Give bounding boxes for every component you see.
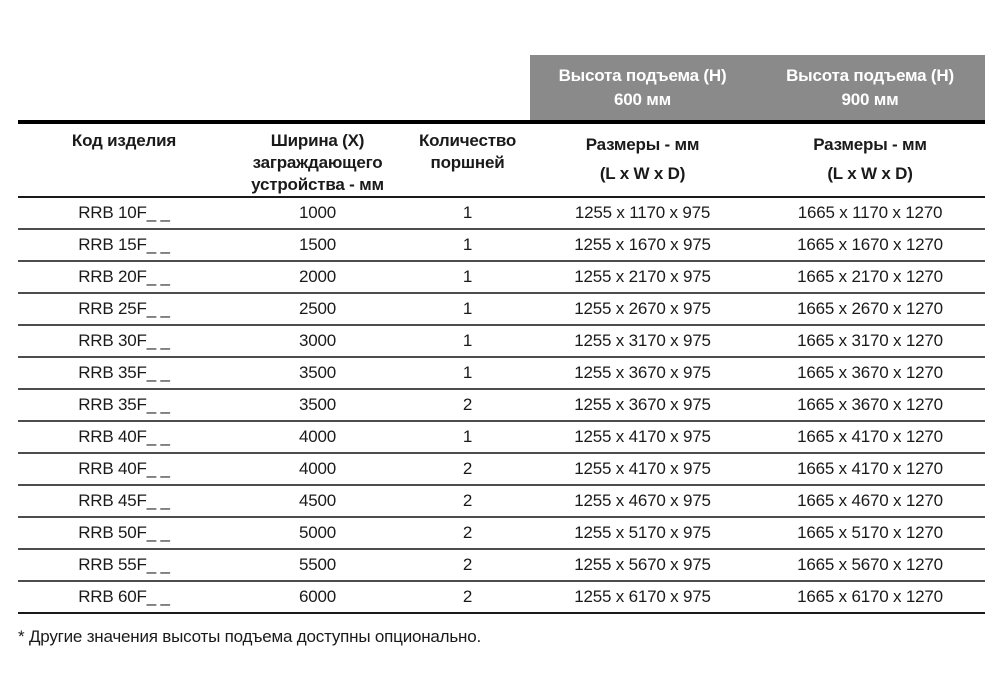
cell-width: 4000: [298, 427, 337, 446]
table-row: [18, 262, 985, 294]
cell-code: RRB 50F_ _: [78, 523, 170, 542]
cell-code: RRB 40F_ _: [78, 459, 170, 478]
table-header-row: [18, 124, 985, 198]
band-header-600: [530, 55, 755, 120]
col-header-pistons-line1: Количество: [418, 131, 517, 150]
table-row: [18, 550, 985, 582]
cell-dims600: 1255 x 3670 x 975: [574, 363, 711, 382]
cell-width: 5500: [298, 555, 337, 574]
cell-width: 2000: [298, 267, 337, 286]
cell-width: 5000: [298, 523, 337, 542]
cell-dims900: 1665 x 3170 x 1270: [797, 331, 943, 350]
col-header-width: [230, 124, 405, 196]
cell-dims900: 1665 x 4170 x 1270: [797, 459, 943, 478]
cell-code: RRB 30F_ _: [78, 331, 170, 350]
band-900-title: Высота подъема (H): [786, 65, 954, 85]
col-header-pistons-line2: поршней: [430, 153, 505, 172]
col-header-dims-600: [530, 124, 755, 196]
col-header-product-code: [18, 124, 230, 196]
cell-dims900: 1665 x 2670 x 1270: [797, 299, 943, 318]
col-header-width-line1: Ширина (X): [270, 131, 365, 150]
table-row: [18, 422, 985, 454]
col-header-dims-600-line2: (L x W x D): [599, 164, 686, 183]
col-header-dims-900-line2: (L x W x D): [827, 164, 913, 183]
band-900-value: 900 мм: [841, 89, 899, 109]
col-header-dims-900-line1: Размеры - мм: [813, 135, 927, 154]
cell-width: 1000: [298, 203, 337, 222]
cell-dims900: 1665 x 4670 x 1270: [797, 491, 943, 510]
band-600-title: Высота подъема (H): [558, 65, 727, 85]
spec-table: [18, 120, 985, 614]
cell-dims900: 1665 x 3670 x 1270: [797, 395, 943, 414]
table-row: [18, 486, 985, 518]
table-row: [18, 582, 985, 614]
cell-width: 1500: [298, 235, 337, 254]
cell-pistons: 2: [462, 587, 473, 606]
lift-height-band: [530, 55, 985, 120]
col-header-pistons: [405, 124, 530, 196]
cell-width: 3500: [298, 363, 337, 382]
cell-dims600: 1255 x 4670 x 975: [574, 491, 711, 510]
col-header-width-line2: заграждающего: [252, 153, 383, 172]
cell-pistons: 2: [462, 523, 473, 542]
cell-dims900: 1665 x 5170 x 1270: [797, 523, 943, 542]
cell-dims600: 1255 x 4170 x 975: [574, 427, 711, 446]
cell-pistons: 2: [462, 395, 473, 414]
cell-code: RRB 45F_ _: [78, 491, 170, 510]
col-header-dims-600-line1: Размеры - мм: [585, 135, 700, 154]
cell-width: 4000: [298, 459, 337, 478]
band-600-value: 600 мм: [613, 89, 672, 109]
table-row: [18, 358, 985, 390]
cell-dims900: 1665 x 3670 x 1270: [797, 363, 943, 382]
table-row: [18, 390, 985, 422]
cell-dims900: 1665 x 2170 x 1270: [797, 267, 943, 286]
col-header-dims-900: [755, 124, 985, 196]
table-row: [18, 326, 985, 358]
table-row: [18, 294, 985, 326]
cell-pistons: 1: [462, 331, 473, 350]
cell-dims900: 1665 x 4170 x 1270: [797, 427, 943, 446]
cell-dims900: 1665 x 1170 x 1270: [797, 203, 943, 222]
cell-width: 3000: [298, 331, 337, 350]
cell-pistons: 1: [462, 299, 473, 318]
cell-pistons: 2: [462, 491, 473, 510]
col-header-product-code-label: Код изделия: [71, 131, 177, 150]
cell-dims600: 1255 x 1170 x 975: [574, 203, 711, 222]
cell-pistons: 1: [462, 363, 473, 382]
cell-dims900: 1665 x 6170 x 1270: [797, 587, 943, 606]
cell-pistons: 1: [462, 235, 473, 254]
cell-dims600: 1255 x 5170 x 975: [574, 523, 711, 542]
table-row: [18, 454, 985, 486]
band-header-900: [755, 55, 985, 120]
cell-pistons: 2: [462, 555, 473, 574]
cell-dims600: 1255 x 1670 x 975: [574, 235, 711, 254]
cell-code: RRB 60F_ _: [78, 587, 170, 606]
cell-dims600: 1255 x 3670 x 975: [574, 395, 711, 414]
cell-dims600: 1255 x 6170 x 975: [574, 587, 711, 606]
cell-width: 3500: [298, 395, 337, 414]
cell-dims600: 1255 x 2670 x 975: [574, 299, 711, 318]
cell-code: RRB 40F_ _: [78, 427, 170, 446]
cell-code: RRB 10F_ _: [78, 203, 170, 222]
cell-code: RRB 25F_ _: [78, 299, 170, 318]
cell-dims600: 1255 x 3170 x 975: [574, 331, 711, 350]
cell-width: 4500: [298, 491, 337, 510]
cell-pistons: 1: [462, 427, 473, 446]
cell-dims600: 1255 x 4170 x 975: [574, 459, 711, 478]
cell-code: RRB 20F_ _: [78, 267, 170, 286]
cell-pistons: 2: [462, 459, 473, 478]
table-body: [18, 198, 985, 614]
table-row: [18, 230, 985, 262]
cell-pistons: 1: [462, 267, 473, 286]
cell-code: RRB 35F_ _: [78, 395, 170, 414]
cell-code: RRB 35F_ _: [78, 363, 170, 382]
cell-code: RRB 15F_ _: [78, 235, 170, 254]
cell-width: 2500: [298, 299, 337, 318]
cell-code: RRB 55F_ _: [78, 555, 170, 574]
table-row: [18, 518, 985, 550]
cell-dims900: 1665 x 1670 x 1270: [797, 235, 943, 254]
cell-dims600: 1255 x 2170 x 975: [574, 267, 711, 286]
table-row: [18, 198, 985, 230]
cell-dims600: 1255 x 5670 x 975: [574, 555, 711, 574]
cell-pistons: 1: [462, 203, 473, 222]
cell-width: 6000: [298, 587, 337, 606]
footnote: * Другие значения высоты подъема доступны опционально.: [18, 627, 482, 646]
col-header-width-line3: устройства - мм: [251, 175, 384, 194]
cell-dims900: 1665 x 5670 x 1270: [797, 555, 943, 574]
